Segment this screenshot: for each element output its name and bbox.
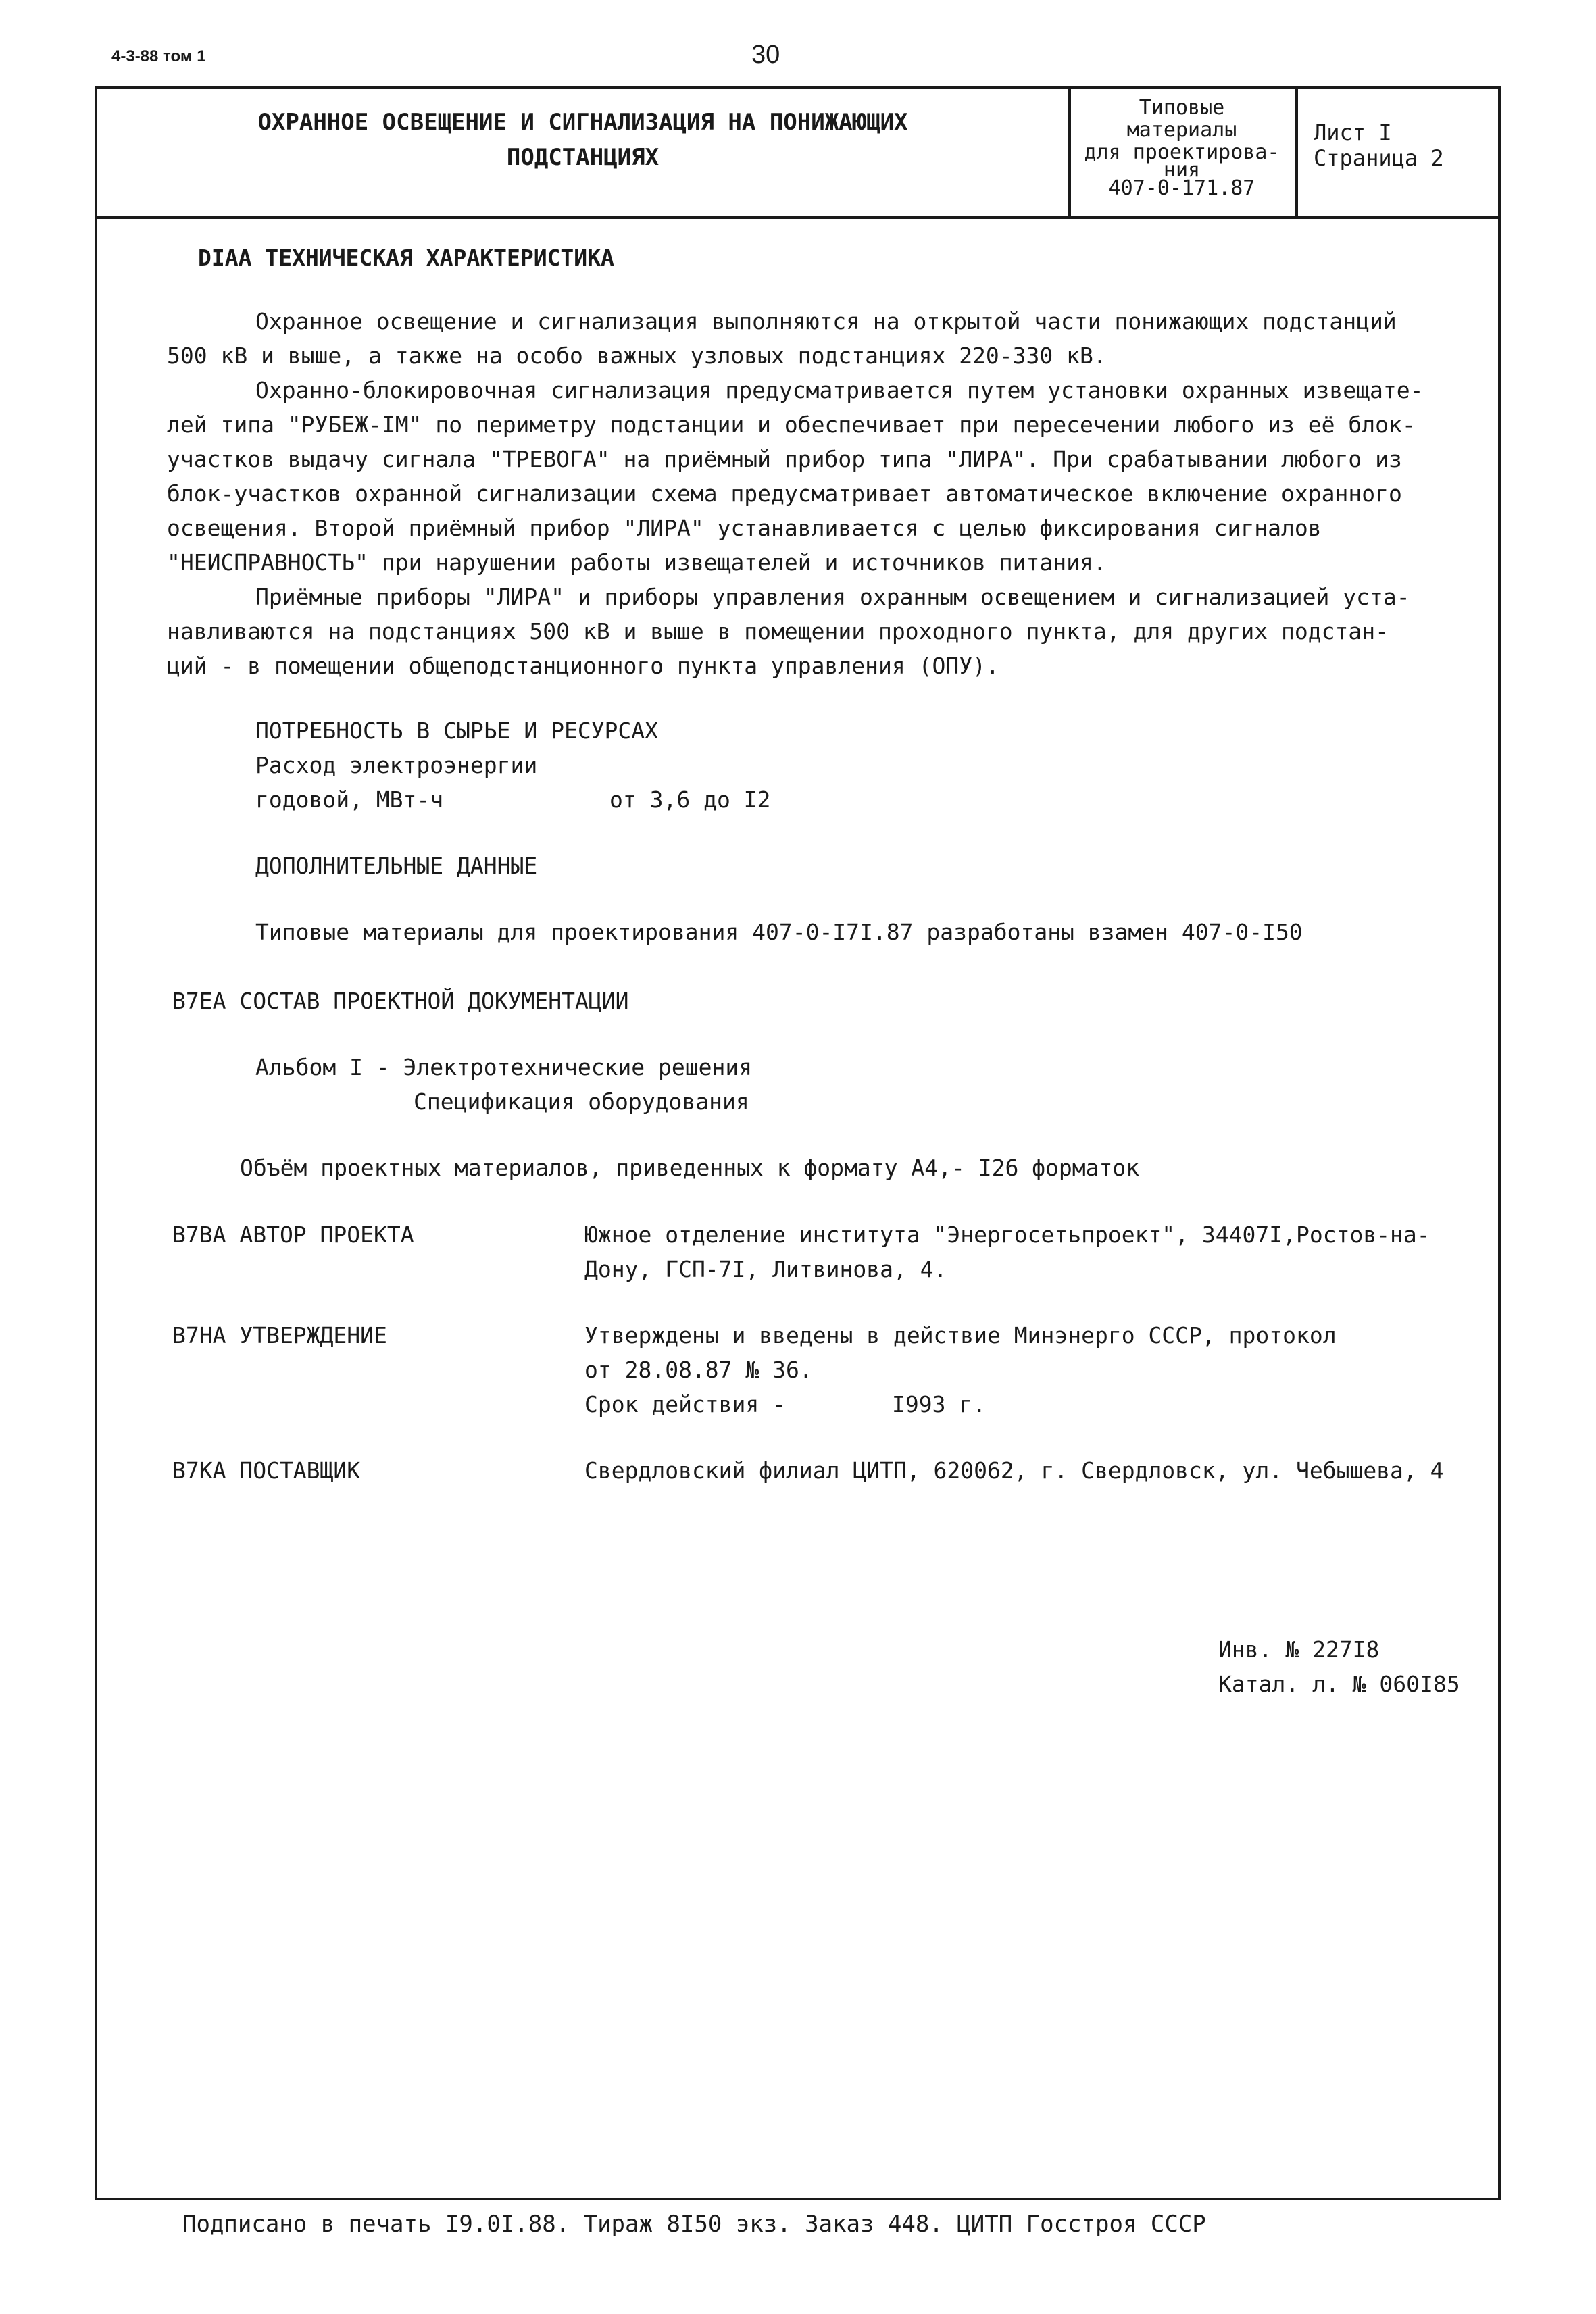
paragraph-line: участков выдачу сигнала "ТРЕВОГА" на приёмный прибор типа "ЛИРА". При срабатывании любого из [167, 446, 1402, 472]
catalog-number: Катал. л. № 060I85 [1218, 1671, 1460, 1697]
series-code: 407-0-171.87 [1108, 176, 1255, 200]
series-line: материалы [1126, 118, 1237, 142]
section-heading-additional: ДОПОЛНИТЕЛЬНЫЕ ДАННЫЕ [255, 853, 538, 879]
volume-text: Объём проектных материалов, приведенных к формату А4,- I26 форматок [240, 1155, 1140, 1181]
paragraph-line: освещения. Второй приёмный прибор "ЛИРА" устанавливается с целью фиксирования сигналов [167, 515, 1322, 541]
validity-label: Срок действия - [584, 1391, 787, 1417]
page-label: Страница 2 [1314, 145, 1444, 171]
paragraph-line: ций - в помещении общеподстанционного пункта управления (ОПУ). [167, 653, 999, 679]
header-column-divider [1295, 89, 1298, 216]
document-title [97, 105, 1068, 175]
approval-line: от 28.08.87 № 36. [584, 1357, 813, 1383]
paragraph-line: лей типа "РУБЕЖ-IM" по периметру подстанции и обеспечивает при пересечении любого из её блок- [167, 411, 1416, 438]
resources-value: от 3,6 до I2 [609, 786, 771, 813]
paragraph-line: Охранно-блокировочная сигнализация предусматривается путем установки охранных извещате- [255, 377, 1424, 403]
section-heading-tech: DIAA ТЕХНИЧЕСКАЯ ХАРАКТЕРИСТИКА [198, 245, 614, 271]
author-line: Южное отделение института "Энергосетьпроект", 34407I,Ростов-на- [584, 1222, 1430, 1248]
resources-line: Расход электроэнергии [255, 752, 538, 778]
series-block [1068, 97, 1295, 199]
approval-label: В7НА УТВЕРЖДЕНИЕ [172, 1322, 387, 1349]
approval-line: Утверждены и введены в действие Минэнерго СССР, протокол [584, 1322, 1337, 1349]
validity-value: I993 г. [892, 1391, 987, 1417]
album-line: Спецификация оборудования [414, 1088, 749, 1115]
paragraph-line: навливаются на подстанциях 500 кВ и выше в помещении проходного пункта, для других подстан- [167, 618, 1389, 645]
resources-label: годовой, МВт-ч [255, 786, 444, 813]
additional-text: Типовые материалы для проектирования 407-0-I7I.87 разработаны взамен 407-0-I50 [255, 919, 1303, 945]
supplier-text: Свердловский филиал ЦИТП, 620062, г. Свердловск, ул. Чебышева, 4 [584, 1457, 1444, 1484]
sheet-block [1314, 120, 1444, 171]
header-divider [97, 216, 1498, 219]
series-line: Типовые [1139, 96, 1225, 120]
paragraph-line: Охранное освещение и сигнализация выполняются на открытой части понижающих подстанций [255, 308, 1397, 334]
inventory-number: Инв. № 227I8 [1218, 1636, 1380, 1663]
title-line: ПОДСТАНЦИЯХ [506, 144, 659, 171]
supplier-label: В7КА ПОСТАВЩИК [172, 1457, 361, 1484]
paragraph-line: Приёмные приборы "ЛИРА" и приборы управления охранным освещением и сигнализацией уста- [255, 584, 1410, 610]
page-number: 30 [751, 41, 780, 69]
paragraph-line: "НЕИСПРАВНОСТЬ" при нарушении работы извещателей и источников питания. [167, 549, 1107, 576]
doc-code: 4-3-88 том 1 [111, 47, 206, 66]
series-line: ния [1163, 158, 1201, 182]
section-heading-resources: ПОТРЕБНОСТЬ В СЫРЬЕ И РЕСУРСАХ [255, 718, 659, 744]
series-line: для проектирова- [1084, 141, 1280, 164]
section-heading-composition: В7ЕА СОСТАВ ПРОЕКТНОЙ ДОКУМЕНТАЦИИ [172, 988, 629, 1014]
paragraph-line: блок-участков охранной сигнализации схема предусматривает автоматическое включение охранного [167, 480, 1402, 507]
sheet-label: Лист I [1314, 120, 1392, 145]
title-line: ОХРАННОЕ ОСВЕЩЕНИЕ И СИГНАЛИЗАЦИЯ НА ПОНИЖАЮЩИХ [257, 109, 908, 136]
author-label: В7ВА АВТОР ПРОЕКТА [172, 1222, 414, 1248]
album-line: Альбом I - Электротехнические решения [255, 1054, 753, 1080]
paragraph-line: 500 кВ и выше, а также на особо важных узловых подстанциях 220-330 кВ. [167, 343, 1107, 369]
print-signature-line: Подписано в печать I9.0I.88. Тираж 8I50 экз. Заказ 448. ЦИТП Госстроя СССР [182, 2211, 1206, 2238]
author-line: Дону, ГСП-7I, Литвинова, 4. [584, 1256, 947, 1282]
